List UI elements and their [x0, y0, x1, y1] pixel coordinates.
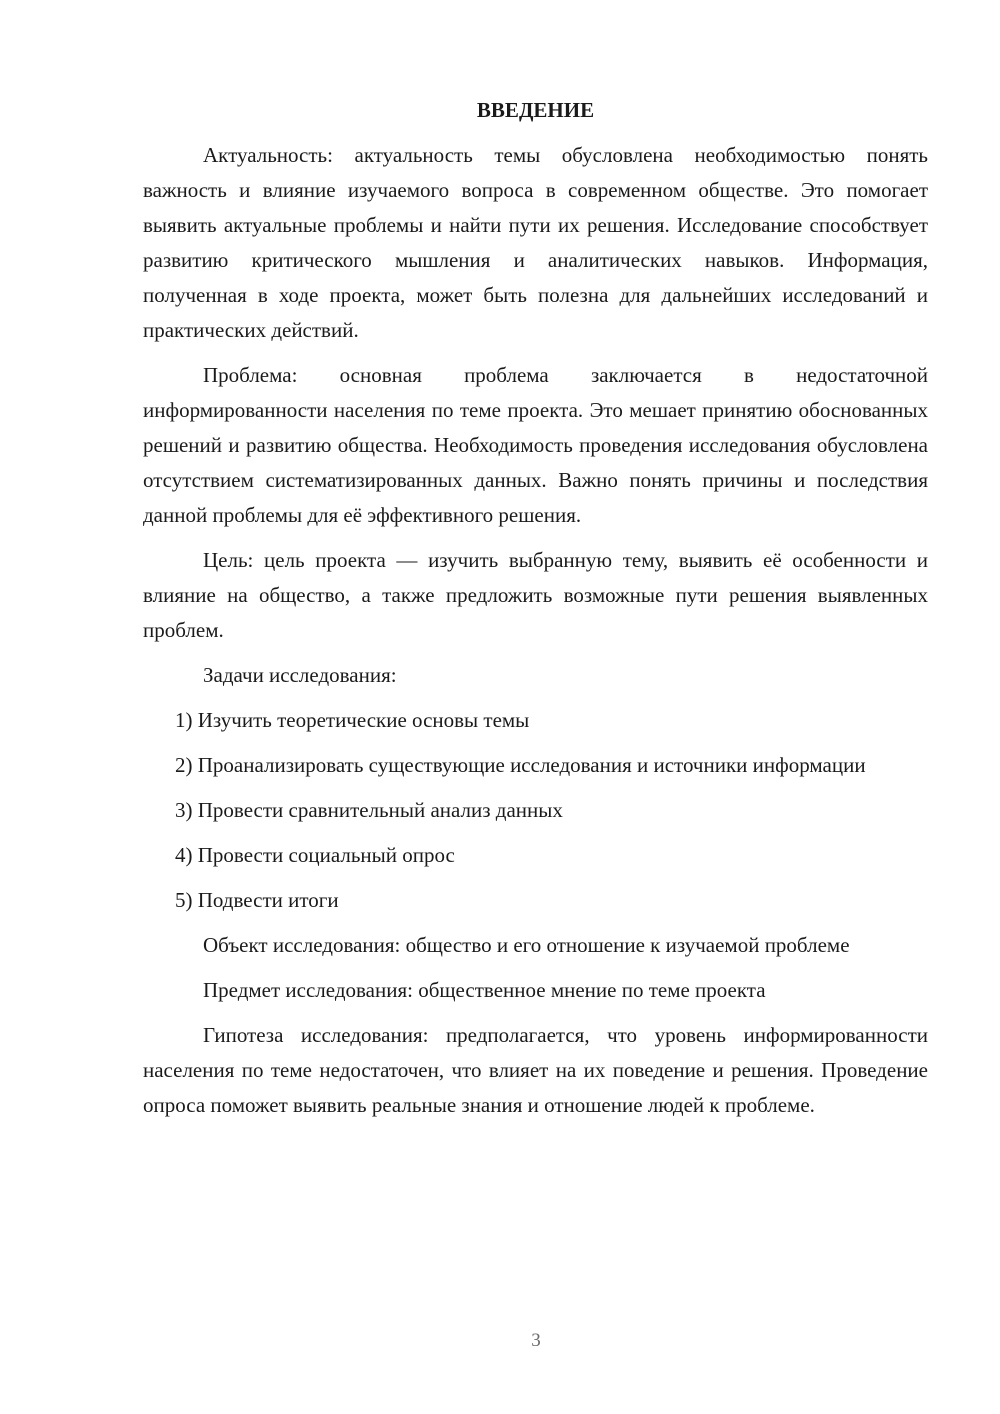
- paragraph-object: Объект исследования: общество и его отношение к изучаемой проблеме: [203, 933, 850, 957]
- paragraph-relevance: Актуальность: актуальность темы обусловлена необходимостью понять важность и влияние изучаемого вопроса в современном обществе. Это помогает выявить актуальные проблемы и найти пути их решения. Исследование способствует развитию критического мышления и аналитических навыков. Информация, полученная в ходе проекта, может быть полезна для дальнейших исследований и практических действий.: [143, 143, 928, 342]
- page-number: 3: [531, 1330, 541, 1351]
- paragraph-hypothesis: Гипотеза исследования: предполагается, что уровень информированности населения по теме недостаточен, что влияет на их поведение и решения. Проведение опроса поможет выявить реальные знания и отношение людей к проблеме.: [143, 1023, 928, 1117]
- task-item-1: 1) Изучить теоретические основы темы: [175, 708, 530, 732]
- paragraph-problem: Проблема: основная проблема заключается в недостаточной информированности населения по теме проекта. Это мешает принятию обоснованных решений и развитию общества. Необходимость проведения исследования обусловлена отсутствием систематизированных данных. Важно понять причины и последствия данной проблемы для её эффективного решения.: [143, 363, 928, 527]
- task-item-3: 3) Провести сравнительный анализ данных: [175, 798, 563, 822]
- task-item-4: 4) Провести социальный опрос: [175, 843, 455, 867]
- document-page: [143, 92, 928, 1133]
- paragraph-subject: Предмет исследования: общественное мнение по теме проекта: [203, 978, 766, 1002]
- paragraph-goal: Цель: цель проекта — изучить выбранную тему, выявить её особенности и влияние на общество, а также предложить возможные пути решения выявленных проблем.: [143, 548, 928, 642]
- task-item-5: 5) Подвести итоги: [175, 888, 339, 912]
- section-title: ВВЕДЕНИЕ: [476, 98, 595, 122]
- paragraph-tasks-heading: Задачи исследования:: [203, 663, 397, 687]
- task-item-2: 2) Проанализировать существующие исследования и источники информации: [175, 753, 866, 777]
